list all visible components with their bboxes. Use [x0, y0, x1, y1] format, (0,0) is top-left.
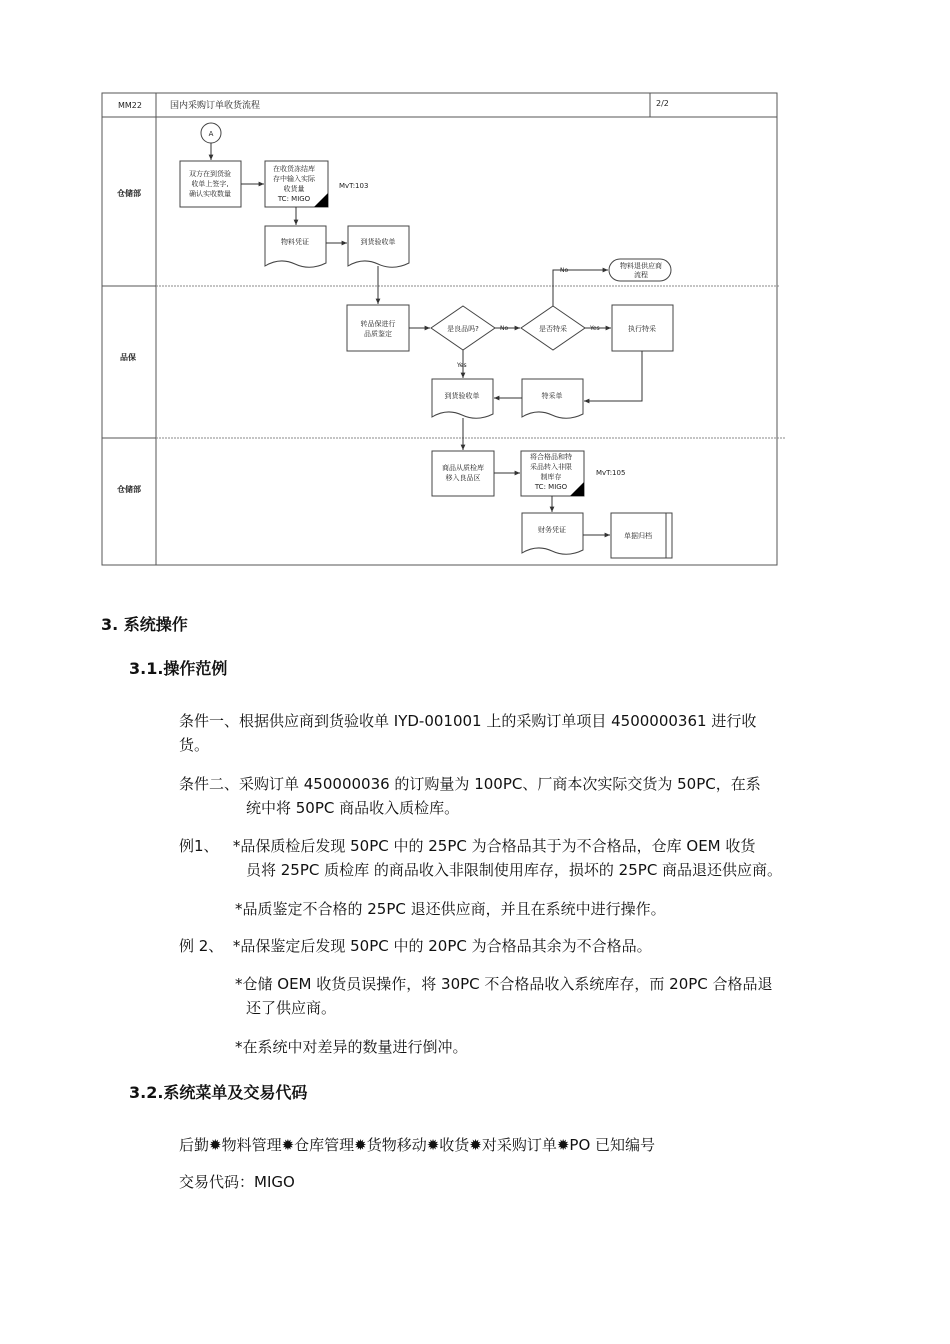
node-text: 执行特采	[628, 325, 656, 333]
node-text: 物料凭证	[281, 238, 309, 246]
flowchart	[0, 0, 950, 580]
node-text: 是否特采	[539, 325, 567, 333]
node-text: 将合格品和特	[530, 453, 572, 461]
connector-a-label: A	[208, 130, 214, 138]
flow-page: 2/2	[656, 99, 669, 108]
example-1-line-3: *品质鉴定不合格的 25PC 退还供应商，并且在系统中进行操作。	[235, 900, 666, 918]
edge-label-yes: Yes	[590, 325, 600, 332]
node-text: 采品转入非限	[530, 463, 572, 471]
menu-path: 后勤✹物料管理✹仓库管理✹货物移动✹收货✹对采购订单✹PO 已知编号	[179, 1136, 656, 1154]
node-text: 收货量	[283, 185, 305, 193]
edge-label-no: No	[560, 267, 569, 274]
node-text: 存中输入实际	[273, 175, 315, 183]
node-text: 单据归档	[624, 532, 652, 540]
lane-label: 品保	[120, 353, 136, 362]
section-3-1-title: 3.1.操作范例	[129, 659, 228, 678]
node-text: 制库存	[540, 473, 562, 481]
edge-label-no: No	[500, 325, 509, 332]
example-2-line-2: *仓储 OEM 收货员误操作，将 30PC 不合格品收入系统库存，而 20PC 合格品退	[235, 975, 773, 993]
node-text: TC: MIGO	[277, 195, 311, 203]
lane-label: 仓储部	[117, 485, 141, 494]
node-text: 物料退供应商	[620, 262, 662, 270]
node-text: 到货验收单	[444, 392, 480, 400]
node-text: 品质鉴定	[364, 330, 392, 338]
edge-label-yes: Yes	[457, 362, 467, 369]
section-3-title: 3. 系统操作	[101, 615, 188, 634]
lane-label: 仓储部	[117, 189, 141, 198]
example-1-line-1: 例1、 *品保质检后发现 50PC 中的 25PC 为合格品其于为不合格品，仓库 OEM 收货	[179, 837, 756, 855]
example-2-line-4: *在系统中对差异的数量进行倒冲。	[235, 1038, 468, 1056]
example-1-line-2: 员将 25PC 质检库 的商品收入非限制使用库存，损坏的 25PC 商品退还供应商。	[246, 861, 783, 879]
doc-receipt-1	[348, 226, 409, 267]
node-text: 确认实收数量	[189, 190, 231, 198]
mvt-label: MvT:105	[596, 469, 626, 477]
node-qc-inspect	[347, 305, 409, 351]
node-text: 转品保进行	[360, 320, 396, 328]
flow-title: 国内采购订单收货流程	[170, 101, 261, 111]
condition-2-line-2: 统中将 50PC 商品收入质检库。	[246, 799, 460, 817]
node-text: 特采单	[541, 392, 563, 400]
condition-1-line-1: 条件一、根据供应商到货验收单 IYD-001001 上的采购订单项目 4500000361 进行收	[179, 712, 757, 730]
example-2-line-3: 还了供应商。	[246, 999, 337, 1017]
node-text: 是良品吗?	[447, 325, 479, 333]
mvt-label: MvT:103	[339, 182, 369, 190]
node-text: 在收货冻结库	[273, 165, 315, 173]
node-text: 到货验收单	[360, 238, 396, 246]
node-text: 商品从质检库	[442, 464, 484, 472]
node-text: 流程	[634, 271, 648, 279]
example-2-line-1: 例 2、 *品保鉴定后发现 50PC 中的 20PC 为合格品其余为不合格品。	[179, 937, 652, 955]
transaction-code: 交易代码：MIGO	[179, 1173, 295, 1191]
section-3-2-title: 3.2.系统菜单及交易代码	[129, 1083, 308, 1102]
flow-code: MM22	[118, 101, 142, 110]
doc-material	[265, 226, 326, 267]
node-text: TC: MIGO	[534, 483, 568, 491]
node-text: 移入良品区	[445, 474, 481, 482]
node-text: 收单上签字,	[191, 180, 229, 188]
condition-2-line-1: 条件二、采购订单 450000036 的订购量为 100PC、厂商本次实际交货为 50PC，在系	[179, 775, 761, 793]
node-text: 双方在到货验	[189, 170, 231, 178]
node-text: 财务凭证	[538, 526, 566, 534]
condition-1-line-2: 货。	[179, 736, 210, 754]
